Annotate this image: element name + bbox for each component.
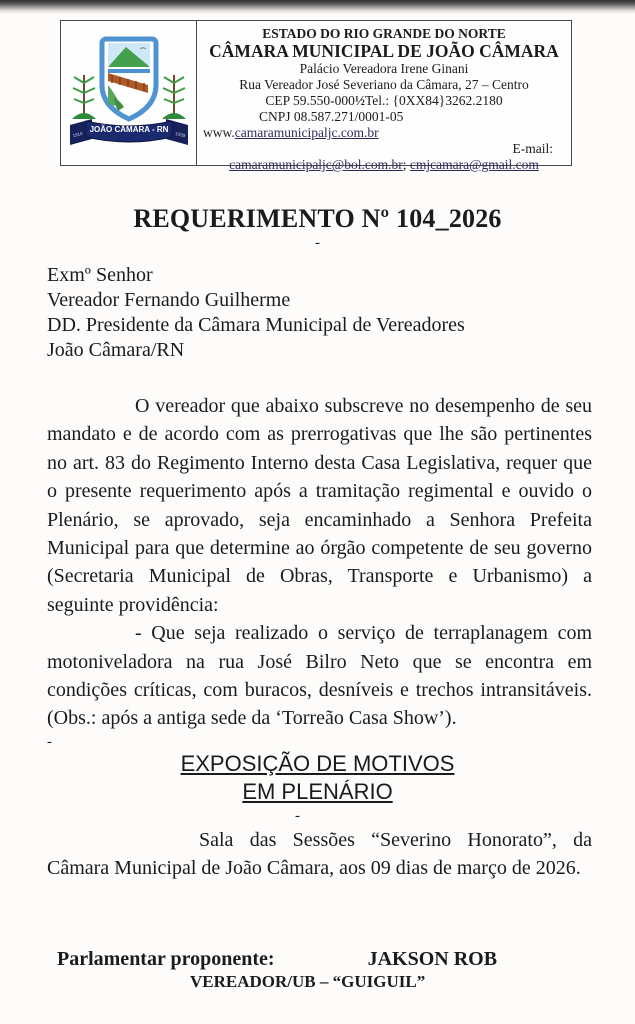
document-title: REQUERIMENTO Nº 104_2026 [133, 204, 502, 233]
photo-top-edge [0, 0, 635, 14]
proponent-label: Parlamentar proponente: [57, 948, 275, 970]
half-glyph: ½ [354, 93, 365, 108]
email-link-1[interactable]: camaramunicipaljc@bol.com.br [229, 157, 403, 172]
left-tree-icon [72, 75, 96, 119]
request-body [47, 392, 592, 733]
addressee-line-2: Vereador Fernando Guilherme [47, 289, 291, 311]
motives-heading-line-2: EM PLENÁRIO [242, 778, 393, 804]
letterhead [60, 20, 572, 172]
logo-cell [61, 21, 197, 165]
org-website-line: www.camaramunicipaljc.com.br [203, 125, 379, 140]
proponent-line [57, 948, 635, 971]
ribbon-year-right: 1928 [174, 130, 186, 139]
shield-icon [102, 39, 156, 119]
addressee-block [47, 263, 592, 363]
org-palace: Palácio Vereadora Irene Ginani [299, 61, 469, 76]
ribbon-year-left: 1910 [71, 130, 83, 139]
org-cep-tel: CEP 59.550-000½Tel.: {0XX84}3262.2180 [265, 93, 503, 108]
body-paragraph-1: O vereador que abaixo subscreve no desempenho de seu mandato e de acordo com as prerrogativas que lhe são pertinentes no art. 83 do Regimento Interno desta Casa Legislativa, requer que o presente requerimento após a tramitação regimental e ouvido o Plenário, se aprovado, seja encaminhado a Senhora Prefeita Municipal para que determine ao órgão competente de seu governo (Secretaria Municipal de Obras, Transporte e Urbanismo) a seguinte providência: [47, 395, 592, 616]
title-dash: - [315, 235, 320, 251]
body-paragraph-2: - Que seja realizado o serviço de terraplanagem com motoniveladora na rua José Bilro Neto que se encontra em condições críticas, com buracos, desníveis e trechos intransitáveis. (Obs.: após a antiga sede da ‘Torreão Casa Show’). [47, 622, 592, 730]
org-emails-line: camaramunicipaljc@bol.com.br; cmjcamara@gmail.com [229, 157, 539, 172]
org-chamber: CÂMARA MUNICIPAL DE JOÃO CÂMARA [209, 41, 559, 61]
proponent-name: JAKSON ROB [367, 948, 498, 970]
org-state: ESTADO DO RIO GRANDE DO NORTE [262, 26, 506, 41]
email-label: E-mail: [512, 141, 553, 156]
proponent-role: VEREADOR/UB – “GUIGUIL” [190, 972, 426, 991]
body-dash: - [47, 733, 52, 750]
ribbon-text: JOÃO CÂMARA - RN [89, 125, 168, 134]
motives-dash: - [295, 807, 300, 824]
signature-block [0, 948, 635, 992]
addressee-line-4: João Câmara/RN [47, 339, 185, 361]
email-link-2[interactable]: cmjcamara@gmail.com [409, 157, 539, 172]
right-tree-icon [162, 75, 186, 119]
motives-heading [0, 750, 635, 806]
org-cnpj: CNPJ 08.587.271/0001-05 [259, 109, 404, 124]
ribbon-banner [70, 119, 188, 145]
session-paragraph: Sala das Sessões “Severino Honorato”, da Câmara Municipal de João Câmara, aos 09 dias de março de 2026. [47, 828, 592, 880]
addressee-line-3: DD. Presidente da Câmara Municipal de Vereadores [47, 314, 465, 336]
coat-of-arms [68, 27, 190, 159]
org-address: Rua Vereador José Severiano da Câmara, 27 – Centro [239, 77, 529, 92]
addressee-line-1: Exmº Senhor [47, 264, 153, 286]
motives-heading-line-1: EXPOSIÇÃO DE MOTIVOS [180, 750, 455, 776]
website-link[interactable]: camaramunicipaljc.com.br [234, 125, 379, 140]
letterhead-info [197, 21, 571, 172]
